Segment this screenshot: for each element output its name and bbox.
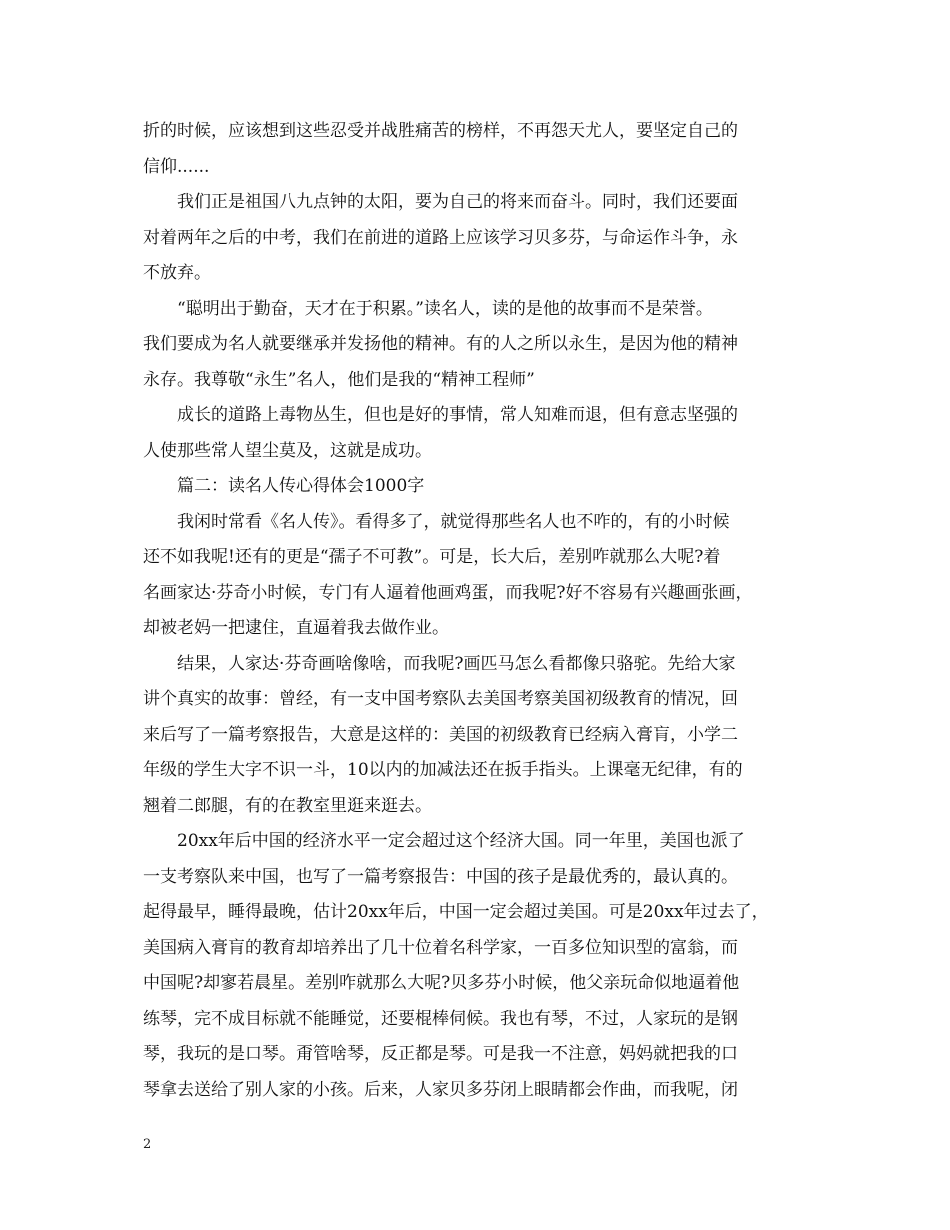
- text-line: 讲个真实的故事：曾经，有一支中国考察队去美国考察美国初级教育的情况，回: [143, 689, 738, 709]
- text-line: 我们正是祖国八九点钟的太阳，要为自己的将来而奋斗。同时，我们还要面: [177, 192, 738, 212]
- text-line: 还不如我呢!还有的更是“孺子不可教”。可是，长大后，差别咋就那么大呢?着: [143, 547, 721, 567]
- text-line: 折的时候，应该想到这些忍受并战胜痛苦的榜样，不再怨天尤人，要坚定自己的: [143, 121, 738, 141]
- text-line: 中国呢?却寥若晨星。差别咋就那么大呢?贝多芬小时候，他父亲玩命似地逼着他: [143, 973, 740, 993]
- page-number: 2: [143, 1137, 152, 1152]
- text-line: 篇二：读名人传心得体会1000字: [177, 476, 425, 496]
- text-line: 来后写了一篇考察报告，大意是这样的：美国的初级教育已经病入膏肓，小学二: [143, 724, 738, 745]
- text-line: 琴拿去送给了别人家的小孩。后来，人家贝多芬闭上眼睛都会作曲，而我呢，闭: [143, 1079, 738, 1100]
- text-line: 20xx年后中国的经济水平一定会超过这个经济大国。同一年里，美国也派了: [177, 831, 745, 851]
- text-line: 起得最早，睡得最晚，估计20xx年后，中国一定会超过美国。可是20xx年过去了，: [143, 902, 769, 922]
- document-body: [143, 114, 823, 1108]
- text-line: 名画家达·芬奇小时候，专门有人逼着他画鸡蛋，而我呢?好不容易有兴趣画张画，: [143, 582, 753, 603]
- text-line: 永存。我尊敬“永生”名人，他们是我的“精神工程师”: [143, 369, 535, 390]
- text-line: 对着两年之后的中考，我们在前进的道路上应该学习贝多芬，与命运作斗争，永: [143, 227, 738, 248]
- text-line: 我们要成为名人就要继承并发扬他的精神。有的人之所以永生，是因为他的精神: [143, 334, 738, 354]
- text-line: 信仰......: [143, 156, 210, 177]
- text-line: 年级的学生大字不识一斗，10以内的加减法还在扳手指头。上课毫无纪律，有的: [143, 760, 743, 780]
- text-line: 人使那些常人望尘莫及，这就是成功。: [143, 440, 432, 461]
- text-line: 结果，人家达·芬奇画啥像啥，而我呢?画匹马怎么看都像只骆驼。先给大家: [177, 653, 736, 674]
- text-line: 美国病入膏肓的教育却培养出了几十位着名科学家，一百多位知识型的富翁，而: [143, 937, 738, 958]
- text-line: 不放弃。: [143, 263, 211, 283]
- text-line: “聪明出于勤奋，天才在于积累。”读名人，读的是他的故事而不是荣誉。: [177, 298, 713, 319]
- text-line: 琴，我玩的是口琴。甭管啥琴，反正都是琴。可是我一不注意，妈妈就把我的口: [143, 1044, 738, 1064]
- text-line: 我闲时常看《名人传》。看得多了，就觉得那些名人也不咋的，有的小时候: [177, 511, 730, 532]
- text-line: 翘着二郎腿，有的在教室里逛来逛去。: [143, 795, 432, 816]
- text-line: 一支考察队来中国，也写了一篇考察报告：中国的孩子是最优秀的，最认真的。: [143, 866, 738, 887]
- text-line: 成长的道路上毒物丛生，但也是好的事情，常人知难而退，但有意志坚强的: [177, 405, 738, 425]
- text-line: 却被老妈一把逮住，直逼着我去做作业。: [143, 618, 449, 638]
- text-line: 练琴，完不成目标就不能睡觉，还要棍棒伺候。我也有琴，不过，人家玩的是钢: [143, 1008, 738, 1029]
